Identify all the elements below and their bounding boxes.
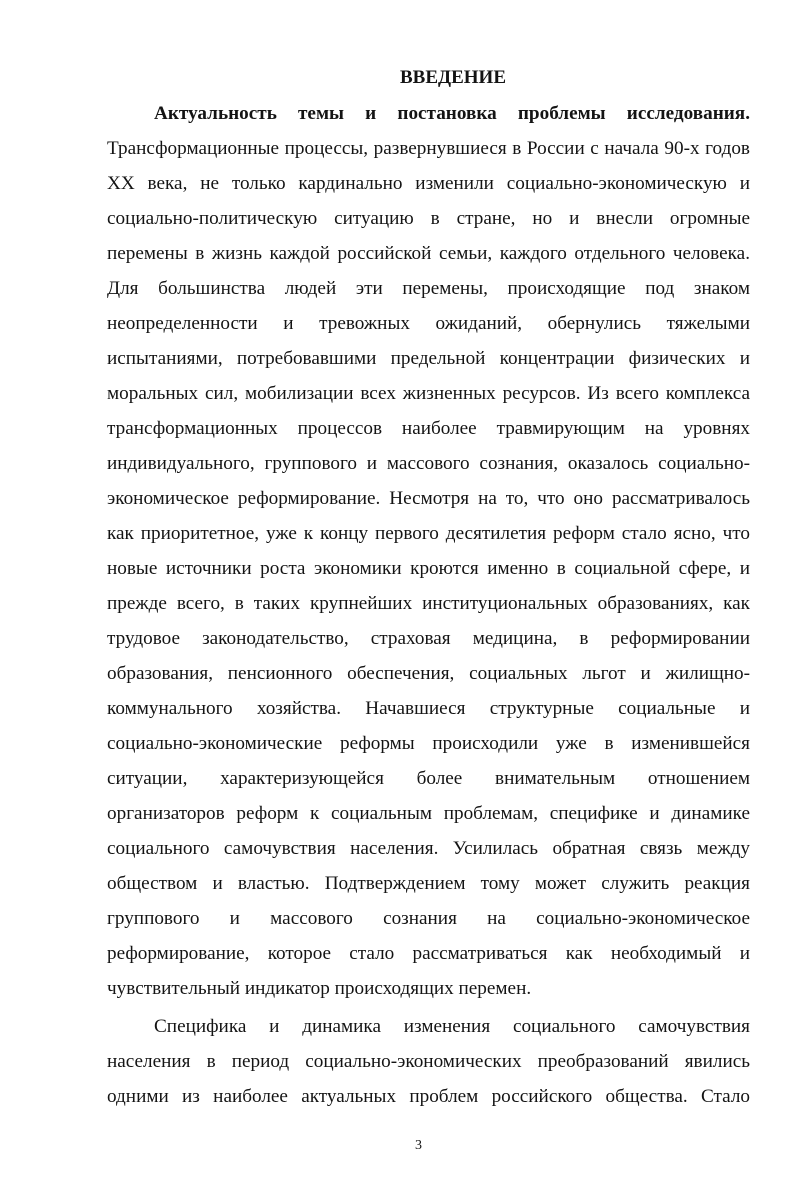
text-line: социально-политическую ситуацию в стране, но и внесли огромные xyxy=(107,208,750,229)
text-line: одними из наиболее актуальных проблем российского общества. Стало xyxy=(107,1086,750,1107)
text-line: Специфика и динамика изменения социального самочувствия xyxy=(154,1016,750,1037)
text-line: неопределенности и тревожных ожиданий, обернулись тяжелыми xyxy=(107,313,750,334)
text-line: социального самочувствия населения. Усилилась обратная связь между xyxy=(107,838,750,859)
text-line: населения в период социально-экономических преобразований явились xyxy=(107,1051,750,1072)
text-line: реформирование, которое стало рассматриваться как необходимый и xyxy=(107,943,750,964)
text-line: организаторов реформ к социальным проблемам, специфике и динамике xyxy=(107,803,750,824)
text-line: перемены в жизнь каждой российской семьи, каждого отдельного человека. xyxy=(107,243,750,264)
text-line: трудовое законодательство, страховая медицина, в реформировании xyxy=(107,628,750,649)
text-line: обществом и властью. Подтверждением тому может служить реакция xyxy=(107,873,750,894)
text-line: экономическое реформирование. Несмотря на то, что оно рассматривалось xyxy=(107,488,750,509)
text-line: ситуации, характеризующейся более внимательным отношением xyxy=(107,768,750,789)
text-line: прежде всего, в таких крупнейших институциональных образованиях, как xyxy=(107,593,750,614)
page-title: ВВЕДЕНИЕ xyxy=(400,67,506,88)
text-line: индивидуального, группового и массового сознания, оказалось социально- xyxy=(107,453,750,474)
text-line: социально-экономические реформы происходили уже в изменившейся xyxy=(107,733,750,754)
text-line: как приоритетное, уже к концу первого десятилетия реформ стало ясно, что xyxy=(107,523,750,544)
text-line: Для большинства людей эти перемены, происходящие под знаком xyxy=(107,278,750,299)
text-line: коммунального хозяйства. Начавшиеся структурные социальные и xyxy=(107,698,750,719)
text-line: XX века, не только кардинально изменили социально-экономическую и xyxy=(107,173,750,194)
text-line: новые источники роста экономики кроются именно в социальной сфере, и xyxy=(107,558,750,579)
page-number: 3 xyxy=(415,1138,422,1153)
text-line: трансформационных процессов наиболее травмирующим на уровнях xyxy=(107,418,750,439)
text-line: Трансформационные процессы, развернувшиеся в России с начала 90-х годов xyxy=(107,138,750,159)
text-line: моральных сил, мобилизации всех жизненных ресурсов. Из всего комплекса xyxy=(107,383,750,404)
text-line: чувствительный индикатор происходящих перемен. xyxy=(107,978,532,999)
text-line: испытаниями, потребовавшими предельной концентрации физических и xyxy=(107,348,750,369)
text-line: группового и массового сознания на социально-экономическое xyxy=(107,908,750,929)
text-line: образования, пенсионного обеспечения, социальных льгот и жилищно- xyxy=(107,663,750,684)
paragraph-lead: Актуальность темы и постановка проблемы исследования. xyxy=(154,103,750,124)
